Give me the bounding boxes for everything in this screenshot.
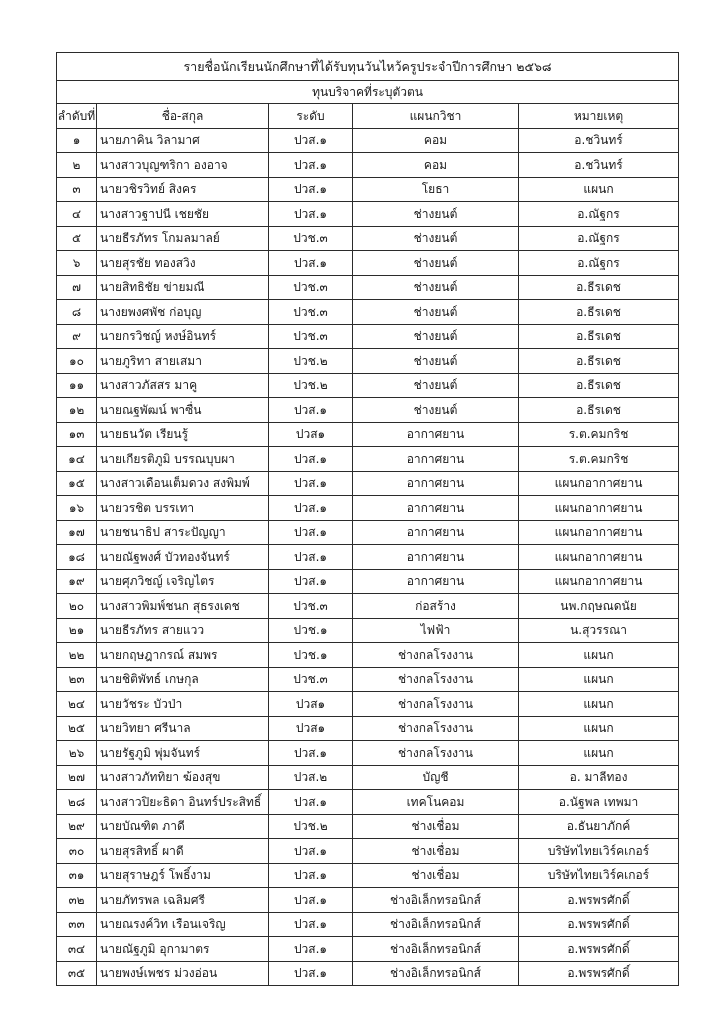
cell-no: ๒๔	[57, 692, 97, 717]
cell-level: ปวส.๑	[269, 177, 353, 202]
cell-note: อ. มาลีทอง	[519, 765, 679, 790]
cell-no: ๙	[57, 324, 97, 349]
table-row	[57, 839, 679, 864]
cell-name: นายเกียรติภูมิ บรรณบุบผา	[97, 447, 269, 472]
cell-level: ปวช.๒	[269, 814, 353, 839]
table-row	[57, 128, 679, 153]
cell-dept: ช่างยนต์	[353, 373, 519, 398]
table-row	[57, 961, 679, 986]
cell-dept: ช่างยนต์	[353, 398, 519, 423]
cell-dept: อากาศยาน	[353, 471, 519, 496]
cell-name: นางสาวบุญฑริกา องอาจ	[97, 153, 269, 178]
cell-note: อ.พรพรศักดิ์	[519, 888, 679, 913]
cell-level: ปวส.๑	[269, 937, 353, 962]
cell-dept: ช่างกลโรงงาน	[353, 741, 519, 766]
header-level: ระดับ	[269, 104, 353, 129]
cell-no: ๑๑	[57, 373, 97, 398]
table-row	[57, 790, 679, 815]
cell-name: นายบัณฑิต ภาดี	[97, 814, 269, 839]
cell-no: ๑๖	[57, 496, 97, 521]
table-row	[57, 398, 679, 423]
cell-name: นายพงษ์เพชร ม่วงอ่อน	[97, 961, 269, 986]
table-row	[57, 618, 679, 643]
cell-dept: ช่างเชื่อม	[353, 839, 519, 864]
cell-no: ๑๗	[57, 520, 97, 545]
table-row	[57, 569, 679, 594]
header-name: ชื่อ-สกุล	[97, 104, 269, 129]
cell-no: ๑๐	[57, 349, 97, 374]
table-row	[57, 226, 679, 251]
cell-level: ปวช.๓	[269, 667, 353, 692]
table-row	[57, 153, 679, 178]
cell-note: อ.ธีรเดช	[519, 373, 679, 398]
cell-name: นายวิทยา ศรีนาล	[97, 716, 269, 741]
cell-dept: ช่างยนต์	[353, 349, 519, 374]
cell-note: อ.นัฐพล เทพมา	[519, 790, 679, 815]
cell-dept: ช่างยนต์	[353, 275, 519, 300]
table-row	[57, 202, 679, 227]
cell-name: นางสาวพิมพ์ชนก สุธรงเดช	[97, 594, 269, 619]
cell-dept: อากาศยาน	[353, 496, 519, 521]
cell-level: ปวส.๑	[269, 496, 353, 521]
table-row	[57, 545, 679, 570]
cell-name: นายสุราษฎร์ โพธิ์งาม	[97, 863, 269, 888]
cell-dept: ช่างยนต์	[353, 300, 519, 325]
cell-level: ปวส.๒	[269, 765, 353, 790]
cell-dept: ช่างอิเล็กทรอนิกส์	[353, 961, 519, 986]
table-row	[57, 496, 679, 521]
cell-level: ปวส.๑	[269, 398, 353, 423]
cell-note: แผนกอากาศยาน	[519, 569, 679, 594]
table-row	[57, 300, 679, 325]
cell-note: น.สุวรรณา	[519, 618, 679, 643]
cell-note: อ.พรพรศักดิ์	[519, 912, 679, 937]
cell-no: ๗	[57, 275, 97, 300]
cell-no: ๑๘	[57, 545, 97, 570]
cell-name: นายสิทธิชัย ข่ายมณี	[97, 275, 269, 300]
table-row	[57, 594, 679, 619]
cell-no: ๑๒	[57, 398, 97, 423]
table-row	[57, 251, 679, 276]
table-row	[57, 863, 679, 888]
cell-name: นายธีรภัทร โกมลมาลย์	[97, 226, 269, 251]
cell-level: ปวส๑	[269, 422, 353, 447]
cell-level: ปวส.๑	[269, 471, 353, 496]
cell-level: ปวส.๑	[269, 202, 353, 227]
cell-level: ปวส.๑	[269, 912, 353, 937]
cell-name: นายวรชิต บรรเทา	[97, 496, 269, 521]
cell-level: ปวส.๑	[269, 128, 353, 153]
cell-no: ๒๒	[57, 643, 97, 668]
cell-dept: คอม	[353, 153, 519, 178]
cell-name: นายศุภวิชญ์ เจริญไตร	[97, 569, 269, 594]
cell-dept: อากาศยาน	[353, 520, 519, 545]
table-row	[57, 324, 679, 349]
cell-note: แผนก	[519, 177, 679, 202]
cell-name: นางยพงศพัช ก่อบุญ	[97, 300, 269, 325]
table-header-row	[57, 104, 679, 129]
cell-dept: อากาศยาน	[353, 422, 519, 447]
cell-level: ปวส.๑	[269, 520, 353, 545]
cell-name: นายธนวัต เรียนรู้	[97, 422, 269, 447]
cell-note: อ.ธันยาภักค์	[519, 814, 679, 839]
document-subtitle: ทุนบริจาคที่ระบุตัวตน	[57, 81, 679, 104]
cell-note: แผนก	[519, 692, 679, 717]
table-row	[57, 520, 679, 545]
cell-no: ๓๑	[57, 863, 97, 888]
cell-name: นายสุรชัย ทองสวิง	[97, 251, 269, 276]
cell-level: ปวช.๓	[269, 300, 353, 325]
cell-no: ๘	[57, 300, 97, 325]
cell-name: นายชิติพัทธ์ เกษกุล	[97, 667, 269, 692]
cell-name: นายณรงค์วิท เรือนเจริญ	[97, 912, 269, 937]
cell-note: แผนก	[519, 643, 679, 668]
table-row	[57, 643, 679, 668]
table-row	[57, 422, 679, 447]
cell-level: ปวส.๑	[269, 790, 353, 815]
scholarship-document	[56, 52, 678, 986]
cell-note: ร.ต.คมกริช	[519, 422, 679, 447]
cell-note: แผนก	[519, 716, 679, 741]
cell-no: ๓๓	[57, 912, 97, 937]
cell-dept: โยธา	[353, 177, 519, 202]
cell-level: ปวส.๑	[269, 569, 353, 594]
header-note: หมายเหตุ	[519, 104, 679, 129]
cell-no: ๑	[57, 128, 97, 153]
cell-level: ปวส.๑	[269, 741, 353, 766]
cell-level: ปวช.๒	[269, 373, 353, 398]
table-row	[57, 177, 679, 202]
cell-name: นางสาวภัททิยา ฆ้องสุข	[97, 765, 269, 790]
cell-no: ๔	[57, 202, 97, 227]
cell-level: ปวช.๓	[269, 275, 353, 300]
cell-level: ปวช.๑	[269, 643, 353, 668]
cell-name: นายณฐพัฒน์ พาซื่น	[97, 398, 269, 423]
cell-no: ๑๕	[57, 471, 97, 496]
cell-dept: ช่างกลโรงงาน	[353, 667, 519, 692]
cell-dept: ช่างกลโรงงาน	[353, 692, 519, 717]
table-row	[57, 741, 679, 766]
cell-note: แผนกอากาศยาน	[519, 471, 679, 496]
cell-note: อ.ณัฐกร	[519, 226, 679, 251]
cell-note: อ.ธีรเดช	[519, 275, 679, 300]
cell-name: นายธีรภัทร สายแวว	[97, 618, 269, 643]
cell-no: ๒๘	[57, 790, 97, 815]
cell-no: ๒	[57, 153, 97, 178]
cell-level: ปวช.๑	[269, 618, 353, 643]
cell-level: ปวส.๑	[269, 888, 353, 913]
cell-dept: ช่างยนต์	[353, 202, 519, 227]
cell-level: ปวส.๑	[269, 153, 353, 178]
cell-no: ๓	[57, 177, 97, 202]
cell-no: ๒๗	[57, 765, 97, 790]
cell-level: ปวช.๒	[269, 349, 353, 374]
cell-no: ๓๒	[57, 888, 97, 913]
table-row	[57, 349, 679, 374]
cell-name: นายวัชระ บัวป่า	[97, 692, 269, 717]
cell-no: ๖	[57, 251, 97, 276]
cell-level: ปวช.๓	[269, 324, 353, 349]
table-row	[57, 373, 679, 398]
cell-note: อ.ธีรเดช	[519, 349, 679, 374]
cell-dept: ก่อสร้าง	[353, 594, 519, 619]
cell-dept: ไฟฟ้า	[353, 618, 519, 643]
cell-level: ปวส๑	[269, 692, 353, 717]
cell-name: นางสาวภัสสร มาคู	[97, 373, 269, 398]
cell-note: อ.ณัฐกร	[519, 202, 679, 227]
cell-name: นายภัทรพล เฉลิมศรี	[97, 888, 269, 913]
cell-no: ๕	[57, 226, 97, 251]
cell-name: นางสาวเดือนเต็มดวง สงพิมพ์	[97, 471, 269, 496]
cell-note: แผนกอากาศยาน	[519, 496, 679, 521]
cell-name: นางสาวฐาปนี เชยชัย	[97, 202, 269, 227]
cell-dept: ช่างยนต์	[353, 251, 519, 276]
cell-level: ปวส๑	[269, 716, 353, 741]
cell-dept: คอม	[353, 128, 519, 153]
table-row	[57, 716, 679, 741]
cell-no: ๒๑	[57, 618, 97, 643]
cell-name: นายณัฐภูมิ อุกามาตร	[97, 937, 269, 962]
cell-note: บริษัทไทยเวิร์คเกอร์	[519, 863, 679, 888]
document-title: รายชื่อนักเรียนนักศึกษาที่ได้รับทุนวันไหว้ครูประจำปีการศึกษา ๒๕๖๘	[57, 53, 679, 81]
cell-level: ปวช.๓	[269, 594, 353, 619]
cell-note: ร.ต.คมกริช	[519, 447, 679, 472]
cell-name: นายภาคิน วิลามาศ	[97, 128, 269, 153]
cell-name: นายภูริทา สายเสมา	[97, 349, 269, 374]
table-row	[57, 447, 679, 472]
cell-note: อ.ธีรเดช	[519, 398, 679, 423]
cell-level: ปวส.๑	[269, 545, 353, 570]
cell-dept: ช่างยนต์	[353, 324, 519, 349]
cell-level: ปวส.๑	[269, 251, 353, 276]
cell-note: แผนก	[519, 741, 679, 766]
header-dept: แผนกวิชา	[353, 104, 519, 129]
cell-note: แผนกอากาศยาน	[519, 520, 679, 545]
cell-dept: ช่างกลโรงงาน	[353, 643, 519, 668]
cell-note: อ.พรพรศักดิ์	[519, 937, 679, 962]
cell-no: ๒๙	[57, 814, 97, 839]
cell-note: อ.ธีรเดช	[519, 324, 679, 349]
cell-dept: อากาศยาน	[353, 545, 519, 570]
cell-level: ปวส.๑	[269, 863, 353, 888]
cell-dept: อากาศยาน	[353, 447, 519, 472]
cell-no: ๑๙	[57, 569, 97, 594]
table-row	[57, 275, 679, 300]
table-body	[57, 128, 679, 986]
cell-name: นางสาวปิยะธิดา อินทร์ประสิทธิ์	[97, 790, 269, 815]
cell-level: ปวส.๑	[269, 961, 353, 986]
cell-note: นพ.กฤษณดนัย	[519, 594, 679, 619]
table-row	[57, 888, 679, 913]
cell-no: ๓๐	[57, 839, 97, 864]
table-row	[57, 937, 679, 962]
cell-no: ๓๕	[57, 961, 97, 986]
cell-note: แผนกอากาศยาน	[519, 545, 679, 570]
cell-note: แผนก	[519, 667, 679, 692]
cell-dept: อากาศยาน	[353, 569, 519, 594]
cell-name: นายรัฐภูมิ พุ่มจันทร์	[97, 741, 269, 766]
cell-no: ๒๕	[57, 716, 97, 741]
cell-no: ๓๔	[57, 937, 97, 962]
cell-dept: ช่างเชื่อม	[353, 814, 519, 839]
cell-dept: ช่างอิเล็กทรอนิกส์	[353, 912, 519, 937]
table-row	[57, 471, 679, 496]
table-row	[57, 912, 679, 937]
cell-no: ๑๓	[57, 422, 97, 447]
cell-name: นายสุรสิทธิ์ ผาดี	[97, 839, 269, 864]
cell-dept: ช่างอิเล็กทรอนิกส์	[353, 937, 519, 962]
cell-level: ปวส.๑	[269, 447, 353, 472]
cell-no: ๒๖	[57, 741, 97, 766]
cell-dept: เทคโนคอม	[353, 790, 519, 815]
cell-dept: ช่างกลโรงงาน	[353, 716, 519, 741]
cell-no: ๒๐	[57, 594, 97, 619]
cell-dept: ช่างเชื่อม	[353, 863, 519, 888]
cell-note: อ.ชวินทร์	[519, 128, 679, 153]
cell-name: นายณัฐพงศ์ บัวทองจันทร์	[97, 545, 269, 570]
cell-name: นายวชิรวิทย์ สิงคร	[97, 177, 269, 202]
cell-note: อ.ชวินทร์	[519, 153, 679, 178]
table-row	[57, 667, 679, 692]
cell-no: ๒๓	[57, 667, 97, 692]
cell-no: ๑๔	[57, 447, 97, 472]
cell-level: ปวช.๓	[269, 226, 353, 251]
table-row	[57, 765, 679, 790]
table-row	[57, 692, 679, 717]
scholarship-table	[56, 52, 679, 986]
cell-level: ปวส.๑	[269, 839, 353, 864]
cell-note: อ.พรพรศักดิ์	[519, 961, 679, 986]
header-no: ลำดับที่	[57, 104, 97, 129]
cell-dept: ช่างยนต์	[353, 226, 519, 251]
table-row	[57, 814, 679, 839]
cell-dept: บัญชี	[353, 765, 519, 790]
cell-name: นายกรวิชญ์ หงษ์อินทร์	[97, 324, 269, 349]
cell-note: บริษัทไทยเวิร์คเกอร์	[519, 839, 679, 864]
cell-name: นายชนาธิป สาระปัญญา	[97, 520, 269, 545]
cell-note: อ.ณัฐกร	[519, 251, 679, 276]
cell-dept: ช่างอิเล็กทรอนิกส์	[353, 888, 519, 913]
cell-name: นายกฤษฎากรณ์ สมพร	[97, 643, 269, 668]
cell-note: อ.ธีรเดช	[519, 300, 679, 325]
